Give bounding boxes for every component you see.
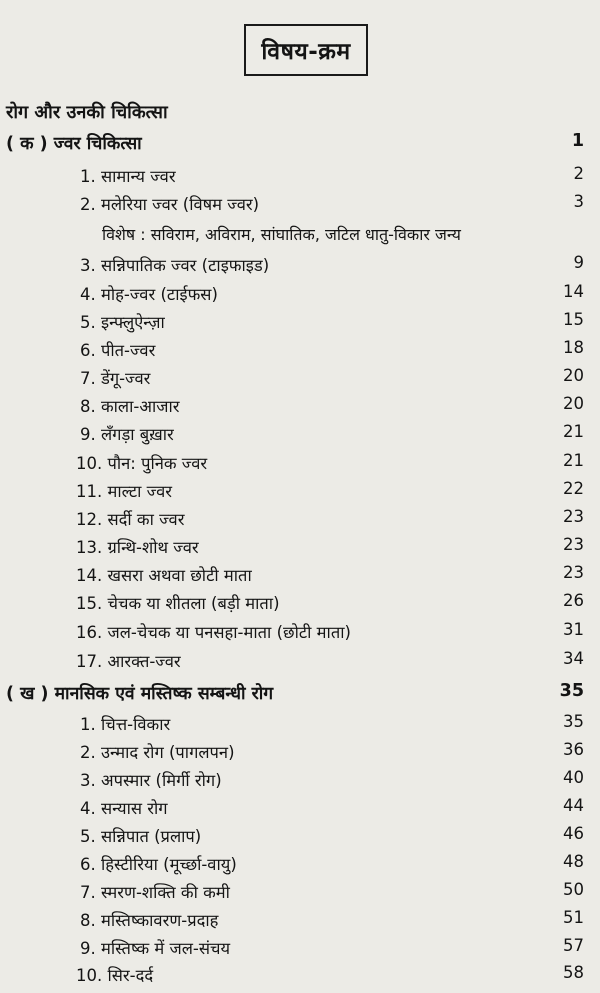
- toc-label: 2. उन्माद रोग (पागलपन): [80, 743, 235, 762]
- toc-label: 13. ग्रन्थि-शोथ ज्वर: [76, 538, 199, 557]
- section-label: ( ख ) मानसिक एवं मस्तिष्क सम्बन्धी रोग: [6, 684, 274, 704]
- toc-page: 51: [563, 908, 584, 927]
- toc-row: [0, 192, 600, 222]
- toc-page: 23: [563, 535, 584, 554]
- toc-label: 7. डेंगू-ज्वर: [80, 369, 151, 388]
- toc-label: 15. चेचक या शीतला (बड़ी माता): [76, 594, 280, 613]
- toc-row: [0, 394, 600, 424]
- toc-row: [0, 310, 600, 340]
- toc-page: 58: [563, 963, 584, 982]
- toc-page: 35: [563, 712, 584, 731]
- toc-page: 50: [563, 880, 584, 899]
- toc-row: [0, 712, 600, 742]
- toc-label: 12. सर्दी का ज्वर: [76, 510, 185, 529]
- toc-label: 4. सन्यास रोग: [80, 799, 168, 818]
- toc-label: 1. सामान्य ज्वर: [80, 167, 176, 186]
- toc-row: [0, 880, 600, 910]
- section-mental: [0, 681, 600, 711]
- toc-row: [0, 908, 600, 938]
- toc-row: [0, 620, 600, 650]
- toc-page: 15: [563, 310, 584, 329]
- toc-page: 31: [563, 620, 584, 639]
- toc-row: [0, 591, 600, 621]
- toc-row: [0, 649, 600, 679]
- toc-row: [0, 338, 600, 368]
- toc-row: [0, 366, 600, 396]
- toc-label: 8. मस्तिष्कावरण-प्रदाह: [80, 911, 219, 930]
- toc-page: 20: [563, 394, 584, 413]
- toc-label: 1. चित्त-विकार: [80, 715, 171, 734]
- toc-page: 22: [563, 479, 584, 498]
- section-label: ( क ) ज्वर चिकित्सा: [6, 134, 142, 154]
- toc-page: 36: [563, 740, 584, 759]
- toc-page: 46: [563, 824, 584, 843]
- toc-page: 18: [563, 338, 584, 357]
- toc-page: 14: [563, 282, 584, 301]
- toc-page: 21: [563, 451, 584, 470]
- toc-page: 3: [573, 192, 584, 211]
- note-line: विशेष : सविराम, अविराम, सांघातिक, जटिल धातु-विकार जन्य: [102, 225, 461, 244]
- toc-label: 6. पीत-ज्वर: [80, 341, 156, 360]
- toc-row: [0, 535, 600, 565]
- toc-row: [0, 479, 600, 509]
- toc-row: [0, 768, 600, 798]
- section-page: 1: [571, 131, 584, 151]
- toc-page: 2: [573, 164, 584, 183]
- toc-label: 3. सन्निपातिक ज्वर (टाइफाइड): [80, 256, 270, 275]
- toc-label: 2. मलेरिया ज्वर (विषम ज्वर): [80, 195, 260, 214]
- toc-label: 17. आरक्त-ज्वर: [76, 652, 181, 671]
- toc-row: [0, 164, 600, 194]
- toc-label: 8. काला-आजार: [80, 397, 180, 416]
- toc-page: 40: [563, 768, 584, 787]
- toc-label: 4. मोह-ज्वर (टाईफस): [80, 285, 218, 304]
- section-fever: [0, 131, 600, 161]
- toc-label: 9. लँगड़ा बुख़ार: [80, 425, 174, 444]
- toc-label: 10. पौन: पुनिक ज्वर: [76, 454, 208, 473]
- toc-row: [0, 253, 600, 283]
- toc-label: 6. हिस्टीरिया (मूर्च्छा-वायु): [80, 855, 237, 874]
- toc-page: 44: [563, 796, 584, 815]
- toc-row: [0, 852, 600, 882]
- page-title: विषय-क्रम: [244, 24, 368, 76]
- toc-page: 26: [563, 591, 584, 610]
- toc-page: 48: [563, 852, 584, 871]
- toc-label: 3. अपस्मार (मिर्गी रोग): [80, 771, 222, 790]
- toc-label: 11. माल्टा ज्वर: [76, 482, 173, 501]
- toc-row: [0, 282, 600, 312]
- toc-row: [0, 422, 600, 452]
- toc-row: [0, 824, 600, 854]
- toc-row: [0, 796, 600, 826]
- toc-label: 5. इन्फ्लुऐन्ज़ा: [80, 313, 165, 332]
- toc-label: 5. सन्निपात (प्रलाप): [80, 827, 202, 846]
- toc-page: 34: [563, 649, 584, 668]
- toc-page: 20: [563, 366, 584, 385]
- toc-label: 9. मस्तिष्क में जल-संचय: [80, 939, 231, 958]
- main-heading: रोग और उनकी चिकित्सा: [6, 102, 168, 123]
- toc-label: 7. स्मरण-शक्ति की कमी: [80, 883, 230, 902]
- toc-page: 9: [573, 253, 584, 272]
- toc-row: [0, 936, 600, 966]
- toc-row: [0, 963, 600, 993]
- toc-row: [0, 507, 600, 537]
- toc-row: [0, 451, 600, 481]
- section-page: 35: [559, 681, 584, 701]
- toc-row: [0, 740, 600, 770]
- toc-page: 23: [563, 563, 584, 582]
- toc-page: 57: [563, 936, 584, 955]
- toc-label: 16. जल-चेचक या पनसहा-माता (छोटी माता): [76, 623, 351, 642]
- toc-page: 23: [563, 507, 584, 526]
- toc-page: 21: [563, 422, 584, 441]
- toc-label: 14. खसरा अथवा छोटी माता: [76, 566, 252, 585]
- toc-label: 10. सिर-दर्द: [76, 966, 154, 985]
- toc-row: [0, 563, 600, 593]
